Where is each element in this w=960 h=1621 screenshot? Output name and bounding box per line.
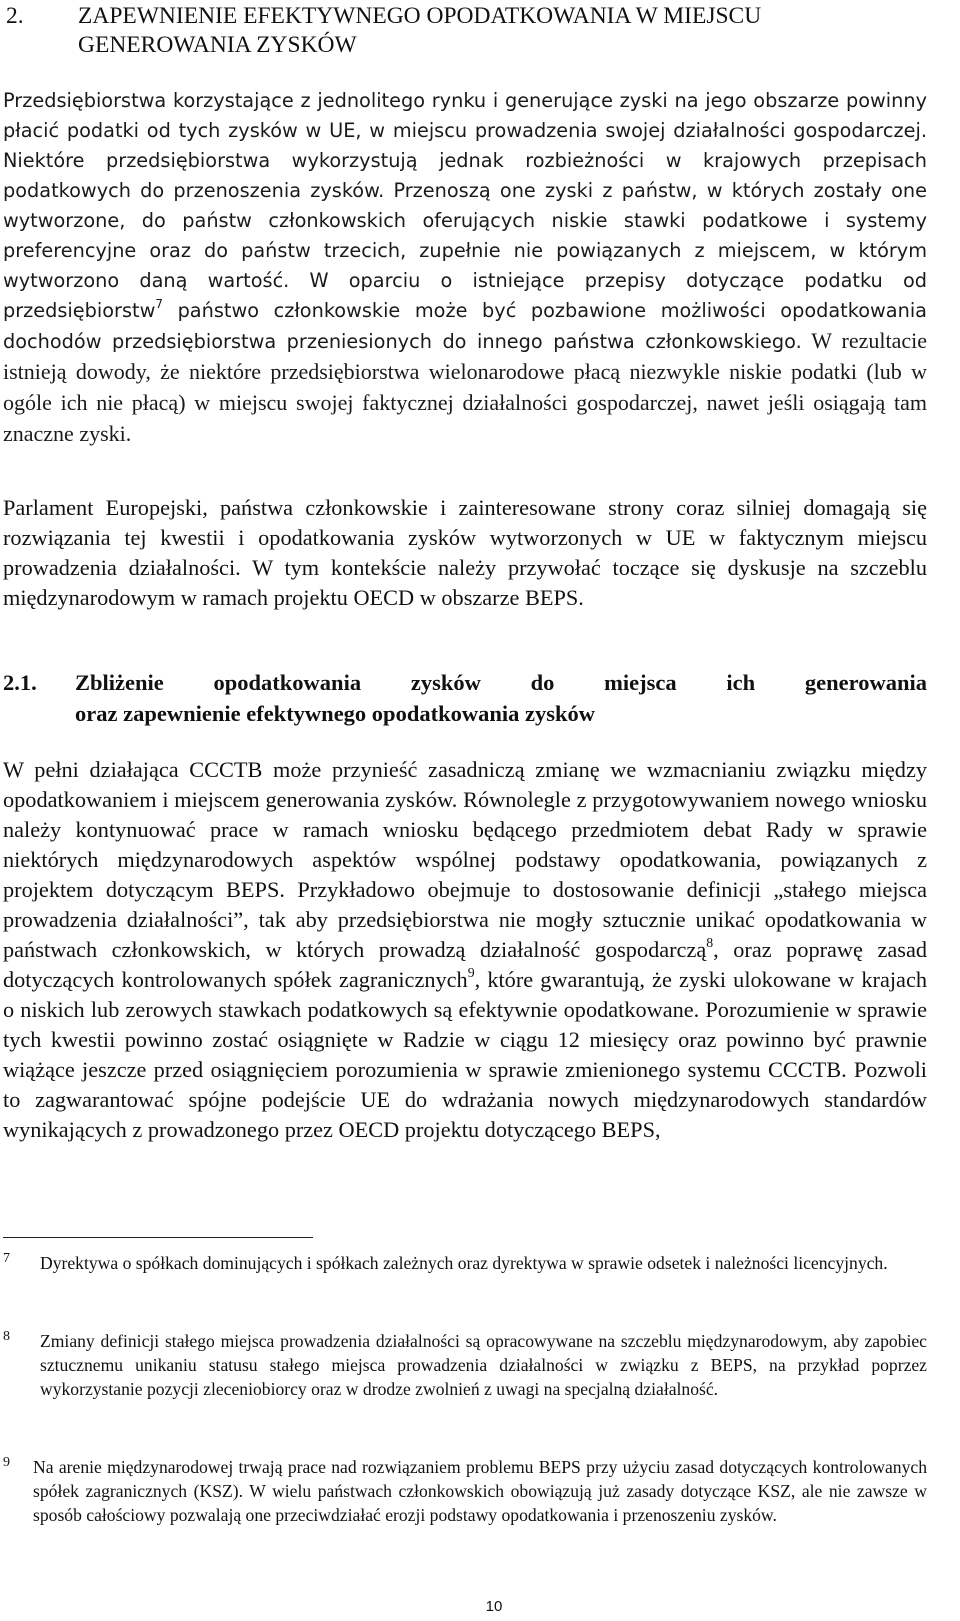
footnote-separator: [3, 1237, 313, 1238]
footnote-text: Zmiany definicji stałego miejsca prowadzenia działalności są opracowywane na szczeblu międzynarodowym, aby zapobiec sztucznemu unikaniu statusu stałego miejsca prowadzenia działalności w związku z BEPS, na przykład poprzez wykorzystanie pozycji zleceniobiorcy oraz w drodze zwolnień z uwagi na specjalną działalność.: [40, 1331, 927, 1399]
footnote-7: [3, 1251, 927, 1275]
footnote-ref-9[interactable]: 9: [467, 965, 475, 981]
section-title-line1: ZAPEWNIENIE EFEKTYWNEGO OPODATKOWANIA W MIEJSCU: [78, 3, 762, 29]
section-heading: [6, 2, 932, 60]
paragraph-1-text-a: Przedsiębiorstwa korzystające z jednolitego rynku i generujące zyski na jego obszarze powinny płacić podatki od tych zysków w UE, w miejscu prowadzenia swojej działalności gospodarczej. Niektóre przedsiębiorstwa wykorzystują jednak rozbieżności w krajowych przepisach podatkowych do przenoszenia zysków. Przenoszą one zyski z państw, w których zostały one wytworzone, do państw członkowskich oferujących niskie stawki podatkowe i systemy preferencyjne oraz do państw trzecich, zupełnie nie powiązanych z miejscem, w którym wytworzono daną wartość. W oparciu o istniejące przepisy dotyczące podatku od przedsiębiorstw: [3, 89, 927, 322]
footnote-mark: 9: [3, 1455, 10, 1470]
subsection-heading: [3, 667, 927, 729]
paragraph-1: [3, 86, 927, 450]
footnote-8: [3, 1329, 927, 1401]
paragraph-1-text-c: W rezultacie istnieją dowody, że niektóre przedsiębiorstwa wielonarodowe płacą niezwykle niskie podatki (lub w ogóle ich nie płacą) w miejscu swojej faktycznej działalności gospodarczej, nawet jeśli osiągają tam znaczne zyski.: [3, 328, 927, 446]
section-number: 2.: [6, 3, 24, 29]
paragraph-3-text-c: , które gwarantują, że zyski ulokowane w krajach o niskich lub zerowych stawkach podatkowych są efektywnie opodatkowane. Porozumienie w sprawie tych kwestii powinno zostać osiągnięte w Radzie w ciągu 12 miesięcy oraz powinno być prawnie wiążące jeszcze przed osiągnięciem porozumienia w sprawie zmienionego systemu CCCTB. Pozwoli to zagwarantować spójne podejście UE do wdrażania nowych międzynarodowych standardów wynikających z prowadzonego przez OECD projektu dotyczącego BEPS,: [3, 967, 927, 1142]
footnote-mark: 7: [3, 1251, 10, 1266]
subsection-title-line1: Zbliżenie opodatkowania zysków do miejsca ich generowania: [75, 670, 927, 695]
page-number: 10: [485, 1598, 503, 1615]
footnote-text: Na arenie międzynarodowej trwają prace nad rozwiązaniem problemu BEPS przy użyciu zasad dotyczących kontrolowanych spółek zagranicznych (KSZ). W wielu państwach członkowskich obowiązują już zasady dotyczące KSZ, ale nie zawsze w sposób całościowy pozwalają one przeciwdziałać erozji podstawy opodatkowania i przenoszeniu zysków.: [33, 1457, 927, 1525]
paragraph-2: Parlament Europejski, państwa członkowskie i zainteresowane strony coraz silniej domagają się rozwiązania tej kwestii i opodatkowania zysków wytworzonych w UE w faktycznym miejscu prowadzenia działalności. W tym kontekście należy przywołać toczące się dyskusje na szczeblu międzynarodowym w ramach projektu OECD w obszarze BEPS.: [3, 495, 927, 610]
footnote-ref-7[interactable]: 7: [155, 297, 163, 312]
paragraph-3-text-a: W pełni działająca CCCTB może przynieść zasadniczą zmianę we wzmacnianiu związku między opodatkowaniem i miejscem generowania zysków. Równolegle z przygotowywaniem nowego wniosku należy kontynuować prace w ramach wniosku będącego przedmiotem debat Rady w sprawie niektórych międzynarodowych aspektów wspólnej podstawy opodatkowania, powiązanych z projektem dotyczącym BEPS. Przykładowo obejmuje to dostosowanie definicji „stałego miejsca prowadzenia działalności”, tak aby przedsiębiorstwa nie mogły sztucznie unikać opodatkowania w państwach członkowskich, w których prowadzą działalność gospodarczą: [3, 757, 927, 962]
subsection-number: 2.1.: [3, 670, 37, 695]
paragraph-3: [3, 755, 927, 1145]
footnote-mark: 8: [3, 1329, 10, 1344]
paragraph-1-text-b: państwo członkowskie może być pozbawione możliwości opodatkowania dochodów przedsiębiorstwa przeniesionych do innego państwa członkowskiego.: [3, 299, 927, 353]
footnote-text: Dyrektywa o spółkach dominujących i spółkach zależnych oraz dyrektywa w sprawie odsetek i należności licencyjnych.: [40, 1253, 888, 1273]
footnote-9: [3, 1455, 927, 1527]
subsection-title-line2: oraz zapewnienie efektywnego opodatkowania zysków: [75, 701, 595, 726]
section-title-line2: GENEROWANIA ZYSKÓW: [78, 32, 357, 58]
footnote-ref-8[interactable]: 8: [706, 935, 714, 951]
paragraph-3-text-b: , oraz poprawę zasad dotyczących kontrolowanych spółek zagranicznych: [3, 937, 927, 992]
